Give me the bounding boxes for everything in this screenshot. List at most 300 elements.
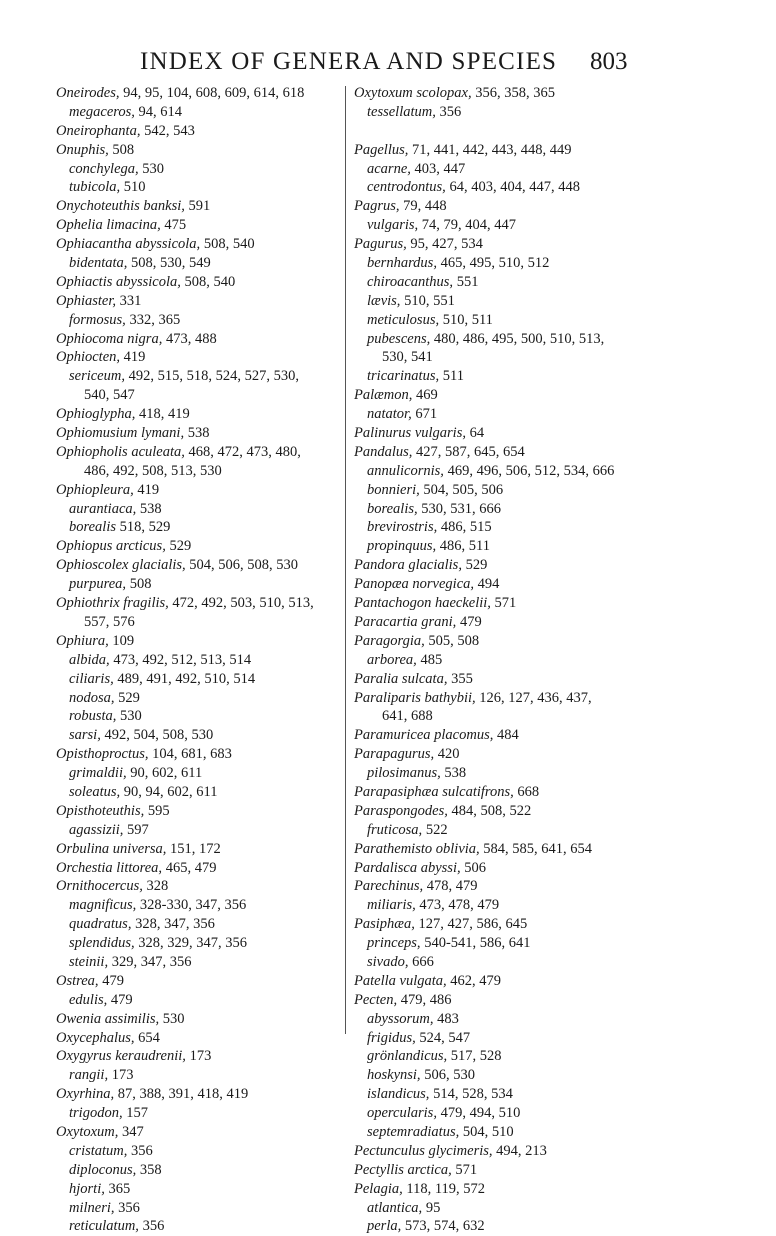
index-entry [56, 1066, 376, 1085]
index-entry [56, 726, 376, 745]
page-refs: 403, 447 [410, 160, 466, 177]
taxon-name: Ophiacantha abyssicola, [56, 236, 201, 253]
index-entry [354, 518, 674, 537]
page-refs: 356 [114, 1199, 140, 1216]
page-refs: 469, 496, 506, 512, 534, 666 [443, 462, 615, 479]
page-refs: 494, 213 [492, 1142, 547, 1159]
index-entry [56, 273, 376, 292]
page-refs: 668 [513, 783, 540, 800]
taxon-name: megaceros, [69, 103, 135, 120]
index-entry [56, 651, 376, 670]
page-refs: 492, 504, 508, 530 [100, 727, 214, 744]
index-entry [354, 1029, 674, 1048]
page-refs: 571 [490, 595, 517, 612]
page-refs: 538 [440, 765, 467, 782]
taxon-name: Parapagurus, [354, 746, 435, 763]
index-entry [354, 556, 674, 575]
taxon-name: Ophioglypha, [56, 406, 136, 423]
taxon-name: Ophiocten, [56, 349, 121, 366]
page-title: INDEX OF GENERA AND SPECIES [140, 48, 558, 75]
taxon-name: chiroacanthus, [367, 273, 454, 290]
index-entry [354, 821, 674, 840]
index-entry [56, 141, 376, 160]
taxon-name: nodosa, [69, 689, 115, 706]
index-entry [354, 386, 674, 405]
taxon-name: Paracartia grani, [354, 613, 457, 630]
index-entry [354, 235, 674, 254]
index-entry [354, 122, 674, 141]
taxon-name: sivado, [367, 953, 409, 970]
taxon-name: frigidus, [367, 1029, 416, 1046]
page-refs: 571 [451, 1161, 478, 1178]
taxon-name: robusta, [69, 708, 117, 725]
page-refs: 358 [136, 1161, 162, 1178]
index-entry [354, 424, 674, 443]
taxon-name: Paraspongodes, [354, 802, 448, 819]
taxon-name: annulicornis, [367, 462, 444, 479]
index-entry [354, 953, 674, 972]
index-entry [56, 311, 376, 330]
page-refs: 90, 94, 602, 611 [120, 783, 218, 800]
taxon-name: propinquus, [367, 538, 437, 555]
taxon-name: Oxycephalus, [56, 1029, 135, 1046]
page-refs: 94, 614 [134, 103, 183, 120]
taxon-name: tessellatum, [367, 103, 436, 120]
index-entry [56, 594, 376, 613]
page-refs: 427, 587, 645, 654 [412, 443, 525, 460]
index-entry [56, 840, 376, 859]
taxon-name: diploconus, [69, 1161, 137, 1178]
taxon-name: Pagurus, [354, 236, 407, 253]
page-refs: 508, 540 [200, 236, 255, 253]
index-entry [354, 632, 674, 651]
index-entry [56, 821, 376, 840]
index-entry [56, 877, 376, 896]
page-refs: 64, 403, 404, 447, 448 [445, 179, 580, 196]
taxon-name: sarsi, [69, 727, 101, 744]
index-entry [56, 160, 376, 179]
page-refs: 510, 511 [439, 311, 493, 328]
index-entry [354, 594, 674, 613]
taxon-name: bonnieri, [367, 481, 420, 498]
taxon-name: Parechinus, [354, 878, 424, 895]
taxon-name: miliaris, [367, 897, 416, 914]
index-entry [354, 689, 674, 708]
page-refs: 597 [123, 821, 149, 838]
page-refs: 666 [408, 953, 434, 970]
page-refs: 462, 479 [446, 972, 501, 989]
taxon-name: hjorti, [69, 1180, 105, 1197]
page-refs: 557, 576 [84, 613, 135, 630]
page-refs: 478, 479 [423, 878, 478, 895]
page-refs: 538 [184, 425, 210, 442]
taxon-name: formosus, [69, 311, 126, 328]
index-entry [354, 311, 674, 330]
page-refs: 331 [116, 292, 142, 309]
page-refs: 529 [114, 689, 140, 706]
taxon-name: princeps, [367, 935, 421, 952]
page-refs: 492, 515, 518, 524, 527, 530, [124, 368, 299, 385]
page-refs: 540, 547 [84, 387, 135, 404]
index-entry [56, 915, 376, 934]
page-refs: 126, 127, 436, 437, [475, 689, 592, 706]
taxon-name: Ophiocoma nigra, [56, 330, 163, 347]
index-entry [354, 273, 674, 292]
index-entry [354, 991, 674, 1010]
page-refs: 465, 479 [162, 859, 217, 876]
taxon-name: Ophiactis abyssicola, [56, 273, 181, 290]
taxon-name: Oxytoxum, [56, 1123, 119, 1140]
taxon-name: Palinurus vulgaris, [354, 425, 466, 442]
taxon-name: reticulatum, [69, 1218, 139, 1235]
taxon-name: Oxytoxum scolopax, [354, 85, 472, 101]
index-entry [56, 500, 376, 519]
page-refs: 328, 347, 356 [131, 916, 215, 933]
index-entry [56, 481, 376, 500]
index-entry [56, 386, 376, 405]
index-entry [56, 292, 376, 311]
index-entry [56, 1217, 376, 1236]
page-refs: 654 [134, 1029, 160, 1046]
page-refs: 510, 551 [400, 292, 455, 309]
index-entry [56, 1161, 376, 1180]
page-refs: 104, 681, 683 [148, 746, 232, 763]
page-refs: 485 [416, 651, 443, 668]
index-entry [354, 330, 674, 349]
taxon-name: fruticosa, [367, 821, 423, 838]
index-entry [56, 556, 376, 575]
page-refs: 514, 528, 534 [429, 1086, 513, 1103]
page-refs: 87, 388, 391, 418, 419 [114, 1086, 249, 1103]
page-refs: 641, 688 [382, 708, 433, 725]
taxon-name: borealis, [367, 500, 418, 517]
taxon-name: centrodontus, [367, 179, 446, 196]
index-entry [56, 896, 376, 915]
index-entry [354, 178, 674, 197]
taxon-name: steinii, [69, 953, 109, 970]
index-entry [354, 254, 674, 273]
index-entry [56, 122, 376, 141]
taxon-name: magnificus, [69, 897, 137, 914]
index-entry [56, 178, 376, 197]
page-refs: 472, 492, 503, 510, 513, [168, 595, 314, 612]
taxon-name: Opisthoteuthis, [56, 802, 145, 819]
index-entry [56, 518, 376, 537]
page-refs: 332, 365 [125, 311, 181, 328]
page-refs: 584, 585, 641, 654 [479, 840, 593, 857]
page-refs: 328, 329, 347, 356 [134, 935, 248, 952]
index-entry [354, 160, 674, 179]
taxon-name: Pandora glacialis, [354, 557, 462, 574]
taxon-name: Ophelia limacina, [56, 217, 161, 234]
index-entry [56, 953, 376, 972]
page-refs: 524, 547 [415, 1029, 471, 1046]
page-refs: 468, 472, 473, 480, [184, 443, 301, 460]
page-refs: 94, 95, 104, 608, 609, 614, 618 [119, 85, 305, 101]
page-refs: 506, 530 [420, 1067, 475, 1084]
index-entry [56, 707, 376, 726]
page-refs: 508 [108, 141, 135, 158]
page-refs: 151, 172 [166, 840, 221, 857]
page-refs: 494 [474, 576, 500, 593]
taxon-name: aurantiaca, [69, 500, 137, 517]
taxon-name: islandicus, [367, 1086, 430, 1103]
page-refs: 328-330, 347, 356 [136, 897, 247, 914]
page-refs: 127, 427, 586, 645 [414, 916, 528, 933]
taxon-name: Parapasiphæa sulcatifrons, [354, 783, 514, 800]
index-entry [56, 689, 376, 708]
index-entry [354, 1123, 674, 1142]
index-entry [56, 1085, 376, 1104]
taxon-name: Orbulina universa, [56, 840, 167, 857]
taxon-name: Pectyllis arctica, [354, 1161, 452, 1178]
page-refs: 508, 530, 549 [127, 255, 211, 272]
taxon-name: Ophioscolex glacialis, [56, 557, 186, 574]
taxon-name: Ophiothrix fragilis, [56, 595, 169, 612]
index-entry [354, 197, 674, 216]
taxon-name: lævis, [367, 292, 401, 309]
page-refs: 356 [138, 1218, 165, 1235]
index-entry [354, 745, 674, 764]
page-refs: 484 [493, 727, 519, 744]
index-entry [354, 1010, 674, 1029]
taxon-name: edulis, [69, 991, 108, 1008]
page-refs: 479 [98, 972, 124, 989]
index-entry [56, 367, 376, 386]
taxon-name: Pectunculus glycimeris, [354, 1142, 493, 1159]
taxon-name: natator, [367, 406, 412, 423]
taxon-name: opercularis, [367, 1105, 437, 1122]
page-refs: 473, 478, 479 [415, 897, 500, 914]
taxon-name: Pelagia, [354, 1180, 403, 1197]
page-refs: 486, 515 [437, 519, 492, 536]
taxon-name: Paragorgia, [354, 632, 425, 649]
page-refs: 504, 505, 506 [419, 481, 504, 498]
page-refs: 518, 529 [116, 519, 171, 536]
page-refs: 508, 540 [180, 273, 236, 290]
page-refs: 118, 119, 572 [402, 1180, 486, 1197]
index-entry [354, 367, 674, 386]
index-entry [56, 745, 376, 764]
page-refs: 479, 494, 510 [436, 1105, 521, 1122]
page-refs: 530 [159, 1010, 185, 1027]
index-entry [56, 1010, 376, 1029]
index-entry [354, 84, 674, 103]
index-entry [56, 405, 376, 424]
taxon-name: pubescens, [367, 330, 431, 347]
taxon-name: Paraliparis bathybii, [354, 689, 476, 706]
page-refs: 529 [461, 557, 488, 574]
index-entry [56, 575, 376, 594]
taxon-name: ciliaris, [69, 670, 114, 687]
index-entry [354, 859, 674, 878]
taxon-name: perla, [367, 1218, 402, 1235]
page-refs: 529 [165, 538, 192, 555]
index-entry [56, 1104, 376, 1123]
index-entry [56, 783, 376, 802]
taxon-name: Pandalus, [354, 443, 413, 460]
taxon-name: bernhardus, [367, 255, 437, 272]
page-refs: 365 [104, 1180, 131, 1197]
index-entry [56, 670, 376, 689]
taxon-name: hoskynsi, [367, 1067, 421, 1084]
index-entry [56, 1199, 376, 1218]
page-refs: 504, 510 [459, 1123, 514, 1140]
taxon-name: cristatum, [69, 1142, 128, 1159]
page-refs: 486, 492, 508, 513, 530 [84, 462, 222, 479]
index-entry [354, 972, 674, 991]
taxon-name: pilosimanus, [367, 765, 441, 782]
taxon-name: Owenia assimilis, [56, 1010, 160, 1027]
page-refs: 355 [447, 670, 473, 687]
taxon-name: Ornithocercus, [56, 878, 143, 895]
index-entry [56, 443, 376, 462]
index-entry [354, 1047, 674, 1066]
taxon-name: Orchestia littorea, [56, 859, 163, 876]
taxon-name: Pagrus, [354, 198, 400, 215]
page-refs: 71, 441, 442, 443, 448, 449 [408, 141, 572, 158]
index-entry [354, 405, 674, 424]
index-entry [56, 235, 376, 254]
index-entry [354, 1085, 674, 1104]
taxon-name: Ophiomusium lymani, [56, 425, 185, 442]
index-entry [56, 1047, 376, 1066]
taxon-name: Onuphis, [56, 141, 109, 158]
page-refs: 173 [108, 1067, 134, 1084]
index-entry [354, 783, 674, 802]
index-entry [56, 330, 376, 349]
taxon-name: Pardalisca abyssi, [354, 859, 461, 876]
index-entry [354, 481, 674, 500]
index-entry [56, 859, 376, 878]
index-entry [354, 500, 674, 519]
index-entry [354, 537, 674, 556]
index-entry [354, 896, 674, 915]
index-entry [354, 840, 674, 859]
page-refs: 356, 358, 365 [471, 85, 555, 101]
index-entry [354, 292, 674, 311]
index-entry [354, 670, 674, 689]
taxon-name: abyssorum, [367, 1010, 434, 1027]
taxon-name: purpurea, [69, 576, 127, 593]
taxon-name: conchylega, [69, 160, 139, 177]
taxon-name: albida, [69, 651, 110, 668]
index-entry [354, 764, 674, 783]
page-refs: 595 [144, 802, 170, 819]
page-header [0, 48, 776, 88]
taxon-name: septemradiatus, [367, 1123, 460, 1140]
index-entry [354, 1161, 674, 1180]
index-entry [354, 575, 674, 594]
taxon-name: Pagellus, [354, 141, 409, 158]
index-entry [354, 707, 674, 726]
taxon-name: Panopæa norvegica, [354, 576, 475, 593]
index-entry [354, 802, 674, 821]
taxon-name: Opisthoproctus, [56, 746, 149, 763]
taxon-name: trigodon, [69, 1105, 123, 1122]
page-refs: 505, 508 [424, 632, 480, 649]
taxon-name: agassizii, [69, 821, 124, 838]
index-entry [56, 348, 376, 367]
index-entry [56, 764, 376, 783]
index-entry [354, 1104, 674, 1123]
index-entry [56, 1180, 376, 1199]
taxon-name: sericeum, [69, 368, 125, 385]
index-entry [354, 103, 674, 122]
index-entry [354, 443, 674, 462]
index-entry [56, 972, 376, 991]
page-refs: 74, 79, 404, 447 [418, 217, 517, 234]
page-refs: 79, 448 [399, 198, 447, 215]
taxon-name: tubicola, [69, 179, 121, 196]
taxon-name: Ophiura, [56, 632, 109, 649]
taxon-name: Ostrea, [56, 972, 99, 989]
taxon-name: brevirostris, [367, 519, 438, 536]
index-entry [56, 1142, 376, 1161]
taxon-name: Palæmon, [354, 387, 413, 404]
page-number: 803 [590, 48, 628, 75]
taxon-name: milneri, [69, 1199, 115, 1216]
page-refs: 510 [120, 179, 146, 196]
page-refs: 475 [160, 217, 187, 234]
page-refs: 95, 427, 534 [406, 236, 483, 253]
index-entry [354, 1217, 674, 1236]
page-refs: 573, 574, 632 [401, 1218, 485, 1235]
taxon-name: borealis [69, 519, 116, 536]
taxon-name: Paralia sulcata, [354, 670, 448, 687]
page-refs: 479, 486 [397, 991, 452, 1008]
page-refs: 356 [435, 103, 462, 120]
taxon-name: Oneirodes, [56, 85, 120, 101]
page-refs: 484, 508, 522 [447, 802, 532, 819]
page-refs: 64 [465, 425, 485, 442]
taxon-name: atlantica, [367, 1199, 423, 1216]
taxon-name: tricarinatus, [367, 368, 440, 385]
taxon-name: quadratus, [69, 916, 132, 933]
index-entry [354, 1066, 674, 1085]
page-refs: 538 [136, 500, 162, 517]
taxon-name: Onychoteuthis banksi, [56, 198, 185, 215]
index-entry [354, 141, 674, 160]
page-refs: 356 [127, 1142, 153, 1159]
taxon-name: Pasiphæa, [354, 916, 415, 933]
index-entry [354, 462, 674, 481]
page-refs: 420 [434, 746, 460, 763]
taxon-name: arborea, [367, 651, 417, 668]
page-refs: 418, 419 [135, 406, 190, 423]
taxon-name: Ophiopholis aculeata, [56, 443, 185, 460]
index-entry [354, 915, 674, 934]
index-entry [56, 802, 376, 821]
index-entry [354, 348, 674, 367]
index-entry [56, 84, 376, 103]
taxon-name: Ophiopleura, [56, 481, 134, 498]
page-refs: 469 [412, 387, 438, 404]
taxon-name: meticulosus, [367, 311, 440, 328]
taxon-name: acarne, [367, 160, 411, 177]
taxon-name: Oxygyrus keraudrenii, [56, 1048, 186, 1065]
page-refs: 551 [453, 273, 479, 290]
index-entry [354, 651, 674, 670]
index-entry [56, 613, 376, 632]
index-entry [56, 632, 376, 651]
taxon-name: Patella vulgata, [354, 972, 447, 989]
taxon-name: Pecten, [354, 991, 398, 1008]
index-entry [56, 462, 376, 481]
index-entry [354, 877, 674, 896]
page-refs: 489, 491, 492, 510, 514 [113, 670, 256, 687]
index-entry [354, 1142, 674, 1161]
